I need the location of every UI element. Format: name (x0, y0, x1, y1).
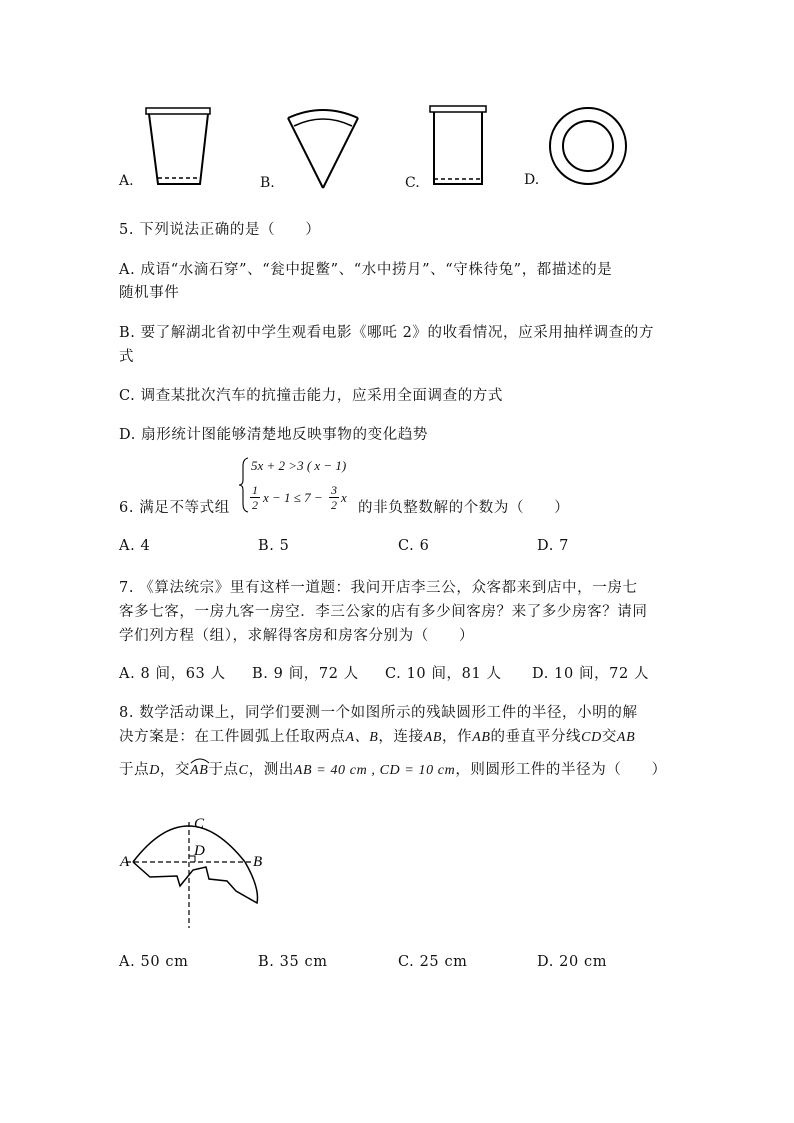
q6-frac2-den: 2 (331, 498, 337, 512)
q8-segment-cd: CD (581, 730, 602, 745)
q8-arc-ab-label: AB (190, 763, 209, 778)
q5-option-a-line1[interactable]: A. 成语“水滴石穿”、“瓮中捉鳖”、“水中捞月”、“守株待兔”，都描述的是 (119, 262, 613, 278)
q7-line-3: 学们列方程（组），求解得客房和房客分别为（ ） (119, 628, 475, 644)
q8-option-a[interactable]: A. 50 cm (119, 954, 189, 970)
q4-figure-b (280, 100, 370, 192)
q4-figure-a (140, 100, 220, 190)
q8-segment-ab: AB (423, 730, 443, 745)
q8-workpiece-figure (112, 800, 282, 935)
q8-arc-ab (190, 763, 208, 779)
q8-line3-text-b: ，交 (159, 762, 191, 778)
q8-label-d: D (194, 843, 205, 859)
q8-line3-text-e: ，则圆形工件的半径为（ ） (455, 762, 667, 778)
q8-line2-text-b: ，连接 (378, 729, 424, 745)
q4-option-a[interactable]: A. (119, 173, 134, 189)
q5-option-b-line2: 式 (119, 349, 135, 365)
q8-line3-text-d: ，测出 (248, 762, 294, 778)
q8-measurements: AB = 40 cm , CD = 10 cm (293, 763, 456, 778)
q6-inequality-2-lhs: x − 1 ≤ 7 − (263, 490, 323, 505)
q8-line2-text-c: ，作 (442, 729, 473, 745)
q8-label-c: C (194, 816, 205, 832)
q8-point-c: C (238, 763, 249, 778)
q4-option-c[interactable]: C. (405, 175, 420, 191)
q5-option-c[interactable]: C. 调查某批次汽车的抗撞击能力，应采用全面调查的方式 (119, 388, 503, 404)
q7-option-a[interactable]: A. 8 间，63 人 (119, 666, 226, 682)
q8-label-a: A (120, 854, 130, 870)
q5-option-b-line1[interactable]: B. 要了解湖北省初中学生观看电影《哪吒 2》的收看情况，应采用抽样调查的方 (119, 325, 655, 341)
q5-stem: 5. 下列说法正确的是（ ） (119, 222, 321, 238)
q6-left-brace (238, 456, 250, 514)
q6-option-d[interactable]: D. 7 (537, 538, 569, 554)
q6-option-a[interactable]: A. 4 (119, 538, 151, 554)
q8-line2-text-d: 的垂直平分线 (490, 729, 582, 745)
q7-line-1: 7. 《算法统宗》里有这样一道题：我问开店李三公，众客都来到店中，一房七 (119, 580, 638, 596)
q8-segment-ab-3: AB (616, 730, 636, 745)
q8-line-3 (119, 758, 667, 779)
q8-option-d[interactable]: D. 20 cm (537, 954, 608, 970)
q7-option-c[interactable]: C. 10 间，81 人 (385, 666, 502, 682)
q8-label-b: B (253, 854, 263, 870)
q8-segment-ab-2: AB (472, 730, 491, 745)
q8-line-2 (119, 725, 635, 746)
q5-option-a-line2: 随机事件 (119, 285, 180, 301)
q6-inequality-1: 5x + 2 >3 ( x − 1) (251, 458, 347, 473)
q6-stem-prefix: 6. 满足不等式组 (119, 500, 230, 516)
q8-arc-mark (190, 756, 210, 764)
q8-option-b[interactable]: B. 35 cm (258, 954, 328, 970)
q8-line2-text-e: 交 (601, 729, 617, 745)
q4-figure-c (426, 100, 492, 190)
q8-line3-text-a: 于点 (119, 762, 150, 778)
q8-line-1: 8. 数学活动课上，同学们要测一个如图所示的残缺圆形工件的半径，小明的解 (119, 705, 638, 721)
q5-option-d[interactable]: D. 扇形统计图能够清楚地反映事物的变化趋势 (119, 427, 429, 443)
q6-option-c[interactable]: C. 6 (398, 538, 430, 554)
q8-points-ab: A、B (345, 730, 379, 745)
q6-option-b[interactable]: B. 5 (258, 538, 290, 554)
q6-frac1-num: 1 (252, 483, 258, 497)
q6-frac2-num: 3 (331, 483, 337, 497)
q8-broken-edge (133, 862, 258, 903)
q6-inequality-2-x: x (341, 490, 347, 505)
q8-option-c[interactable]: C. 25 cm (398, 954, 468, 970)
q6-stem-suffix: 的非负整数解的个数为（ ） (358, 500, 570, 516)
q7-option-b[interactable]: B. 9 间，72 人 (252, 666, 359, 682)
q4-option-b[interactable]: B. (260, 175, 275, 191)
q7-option-d[interactable]: D. 10 间，72 人 (532, 666, 650, 682)
q6-frac1-den: 2 (252, 498, 258, 512)
q7-line-2: 客多七客，一房九客一房空．李三公家的店有多少间客房？来了多少房客？请同 (119, 604, 648, 620)
q8-line3-text-c: 于点 (208, 762, 239, 778)
q8-line2-text-a: 决方案是：在工件圆弧上任取两点 (119, 729, 346, 745)
q4-option-d[interactable]: D. (524, 172, 540, 188)
q8-point-d: D (149, 763, 160, 778)
q4-figure-d (546, 104, 630, 188)
